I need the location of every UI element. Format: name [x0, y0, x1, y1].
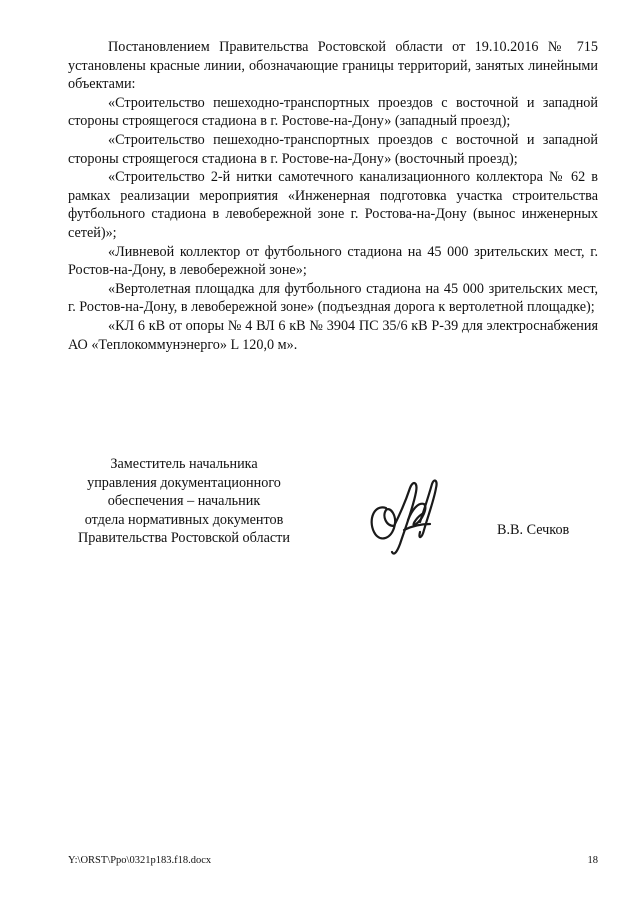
handwritten-signature — [364, 470, 444, 560]
paragraph-intro: Постановлением Правительства Ростовской области от 19.10.2016 № 715 установлены красные линии, обозначающие границы территорий, занятых линейными объектами: — [68, 39, 598, 93]
position-line: Правительства Ростовской области — [78, 530, 290, 547]
paragraph-item: «Строительство пешеходно-транспортных проездов с восточной и западной стороны строящегося стадиона в г. Ростове-на-Дону» (западный проезд); — [68, 94, 598, 130]
signatory-position — [68, 455, 300, 548]
paragraph-item: «Вертолетная площадка для футбольного стадиона на 45 000 зрительских мест, г. Ростов-на-Дону, в левобережной зоне» (подъездная дорога к вертолетной площадке); — [68, 280, 598, 316]
page-number: 18 — [587, 855, 598, 866]
position-line: обеспечения – начальник — [107, 493, 261, 510]
paragraph-item: «Ливневой коллектор от футбольного стадиона на 45 000 зрительских мест, г. Ростов-на-Дону, в левобережной зоне»; — [68, 243, 598, 279]
paragraph-item: «Строительство 2-й нитки самотечного канализационного коллектора № 62 в рамках реализации мероприятия «Инженерная подготовка участка строительства футбольного стадиона в левобережной зоне г. Ростова-на-Дону (вынос инженерных сетей)»; — [68, 169, 598, 241]
document-body — [68, 38, 598, 354]
paragraph-item: «КЛ 6 кВ от опоры № 4 ВЛ 6 кВ № 3904 ПС 35/6 кВ Р-39 для электроснабжения АО «Теплокоммунэнерго» L 120,0 м». — [68, 317, 598, 353]
position-line: Заместитель начальника — [110, 456, 258, 472]
signer-name: В.В. Сечков — [497, 522, 570, 538]
footer-file-path: Y:\ORST\Ppo\0321p183.f18.docx — [68, 855, 212, 866]
position-line: отдела нормативных документов — [84, 511, 284, 528]
paragraph-item: «Строительство пешеходно-транспортных проездов с восточной и западной стороны строящегося стадиона в г. Ростове-на-Дону» (восточный проезд); — [68, 131, 598, 167]
position-line: управления документационного — [87, 474, 281, 491]
